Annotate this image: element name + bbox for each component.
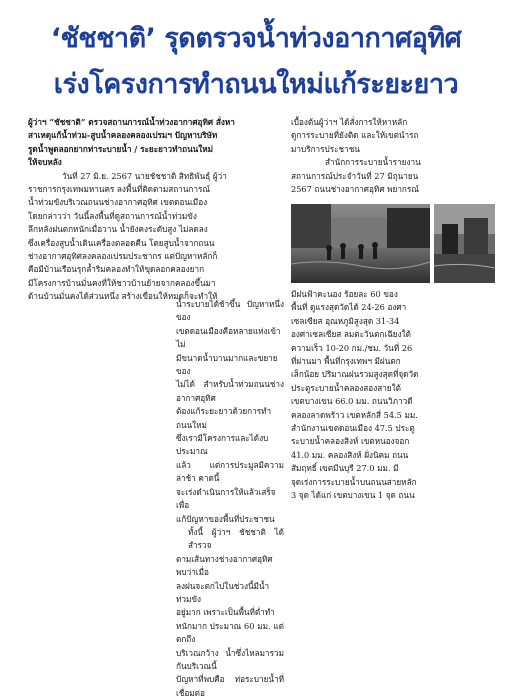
body-line: หนักมาก ประมาณ 60 มม. แต่ตกถึง <box>176 620 284 645</box>
body-line: ปัญหาที่พบคือ ท่อระบายน้ำที่เชื่อมต่อ <box>176 674 284 698</box>
column-3-top <box>291 116 496 204</box>
body-line: บริเวณกว้าง น้ำซึ่งไหลมารวมกันบริเวณนี้ <box>176 647 284 671</box>
lead-line: รูดน้ำพูดลอกยากท่าระบายน้ำ / ระยะยาวทำถนนใหม่ <box>28 143 214 154</box>
body-line: ที่ผ่านมา พื้นที่กรุงเทพฯ มีฝนตก <box>291 356 401 367</box>
column-2-lower <box>176 298 284 698</box>
article-lead <box>28 116 283 170</box>
body-line: มีขนาดน้ำบานมากและขยายของ <box>176 352 278 377</box>
body-line: ประตูระบายน้ำคลองสองสายใต้ <box>291 382 401 393</box>
body-line: มาบริการประชาชน <box>291 143 360 154</box>
body-line: พื้นที่ ดูแรงสุดวัดได้ 24-26 องศา <box>291 302 407 313</box>
body-line: 2567 ถนนช่างอากาศอุทิศ พยากรณ์ <box>291 184 419 195</box>
body-line: จะเร่งดำเนินการให้แล้วเสร็จเพื่อ <box>176 486 276 511</box>
body-line: ลึกหลังฝนตกหนักเมื่อวาน น้ำยังคงระดับสูง ไม่ลดลง <box>28 224 208 235</box>
body-line: เขตบางเขน 66.0 มม. ถนนวิภาวดี <box>291 396 413 407</box>
body-line: น้ำระบายได้ช้าขึ้น ปัญหาหนึ่งของ <box>176 299 284 323</box>
body-line: สถานการณ์ประจำวันที่ 27 มิถุนายน <box>291 170 419 181</box>
body-line: เล็กน้อย ปริมาณฝนรวมสูงสุดที่จุดวัด <box>291 369 419 380</box>
body-line: ราชการกรุงเทพมหานคร ลงพื้นที่ติดตามสถานการณ์ <box>28 184 210 195</box>
body-line: สำนักงานเขตดอนเมือง 47.5 ประตู <box>291 423 415 434</box>
body-line: มีโครงการบ้านมั่นคงที่ให้ชาวบ้านย้ายจากคลองขึ้นมา <box>28 277 216 288</box>
headline-line-2: เร่งโครงการทำถนนใหม่แก้ระยะยาว <box>53 69 459 100</box>
body-line: แก้ปัญหาของพื้นที่ประชาชน <box>176 513 275 524</box>
body-line: ซึ่งเครื่องสูบน้ำเดินเครื่องตลอดคืน โดยสูบน้ำจากถนน <box>28 237 215 248</box>
body-line: เขตดอนเมืองคือหลายแห่งเข้าไม่ <box>176 325 281 350</box>
lead-line: ผู้ว่าฯ “ชัชชาติ” ตรวจสถานการณ์น้ำท่วงอากาศอุทิศ สั่งหา <box>28 117 235 127</box>
lead-line: สาเหตุแก้น้ำท่วม-สูบน้ำคลองคลองเปรมฯ ปัญหาบริษัท <box>28 130 218 141</box>
body-line: น้ำท่วมขังบริเวณถนนช่างอากาศอุทิศ เขตดอนเมือง <box>28 197 208 208</box>
body-line: จุดเร่งการระบายน้ำบนถนนสายหลัก <box>291 476 417 487</box>
body-line: ความเร็ว 10-20 กม./ชม. วันที่ 26 <box>291 342 413 353</box>
body-line: ทั้งนี้ ผู้ว่าฯ ชัชชาติ ได้สำรวจ <box>188 526 284 551</box>
headline-line-1: ‘ชัชชาติ’ รุดตรวจน้ำท่วงอากาศอุทิศ <box>50 23 462 54</box>
article-body-col1 <box>28 170 283 304</box>
body-line: ไม่ได้ สำหรับน้ำท่วมถนนช่างอากาศอุทิศ <box>176 379 284 403</box>
body-line: เซลเซียส อุณหภูมิสูงสุด 31-34 <box>291 315 400 326</box>
body-line: สัมฤทธิ์ เขตมีนบุรี 27.0 มม. มี <box>291 463 399 474</box>
body-line: ระบายน้ำคลองสิงห์ เขตหนองจอก <box>291 436 410 447</box>
body-line: 41.0 มม. คลองสิงห์ ฝั่งนิคม ถนน <box>291 449 409 460</box>
body-line: ซึ่งเรามีโครงการและได้งบประมาณ <box>176 433 269 457</box>
body-line: ต้องแก้ระยะยาวด้วยการทำถนนใหม่ <box>176 406 272 430</box>
lead-line: ให้จบหลัง <box>28 157 62 168</box>
body-line: ลงฝนจะตกไปในช่วงนี้มีน้ำท่วมขัง <box>176 580 270 604</box>
body-line: วันที่ 27 มิ.ย. 2567 นายชัชชาติ สิทธิพันธุ์ ผู้ว่า <box>62 170 227 181</box>
roadside-photo <box>434 204 495 283</box>
body-line: เบื้องต้นผู้ว่าฯ ได้สั่งการให้หาหลัก <box>291 117 408 127</box>
body-line: แล้ว แต่การประมูลมีความล่าช้า คาดนี้ <box>176 459 284 484</box>
body-line: โดยกล่าวว่า วันนี้ลงพื้นที่ดูสถานการณ์น้ำท่วมขัง <box>28 210 197 221</box>
body-line: ตามเส้นทางช่างอากาศอุทิศ พบว่าเมื่อ <box>176 553 273 578</box>
column-3-bottom <box>291 288 496 510</box>
body-line: คือมีบ้านเรือนรุกล้ำริมคลองทำให้ขุดลอกคลองยาก <box>28 264 205 275</box>
body-line: มีฝนฟ้าคะนอง ร้อยละ 60 ของ <box>291 289 398 299</box>
flood-street-photo <box>291 204 430 283</box>
body-line: 3 จุด ได้แก่ เขตบางเขน 1 จุด ถนน <box>291 490 415 501</box>
body-line: อยู่มาก เพราะเป็นพื้นที่ต่ำทำ <box>176 607 275 618</box>
body-line: สำนักการระบายน้ำรายงาน <box>325 157 421 168</box>
body-line: ดูการระบายที่ยังติด และให้เขตนำรถ <box>291 130 419 141</box>
body-line: คลองลาดพร้าว เขตหลักสี่ 54.5 มม. <box>291 409 418 420</box>
body-line: ด้านบ้านมั่นคงได้ส่วนหนึ่ง สร้างเขื่อนให้หมดก็จะทำให้ <box>28 291 218 302</box>
body-line: ช่างอากาศอุทิศลงคลองเปรมประชากร แต่ปัญหาหลักก็ <box>28 251 218 262</box>
body-line: องศาเซลเซียส ลมตะวันตกเฉียงใต้ <box>291 329 411 340</box>
